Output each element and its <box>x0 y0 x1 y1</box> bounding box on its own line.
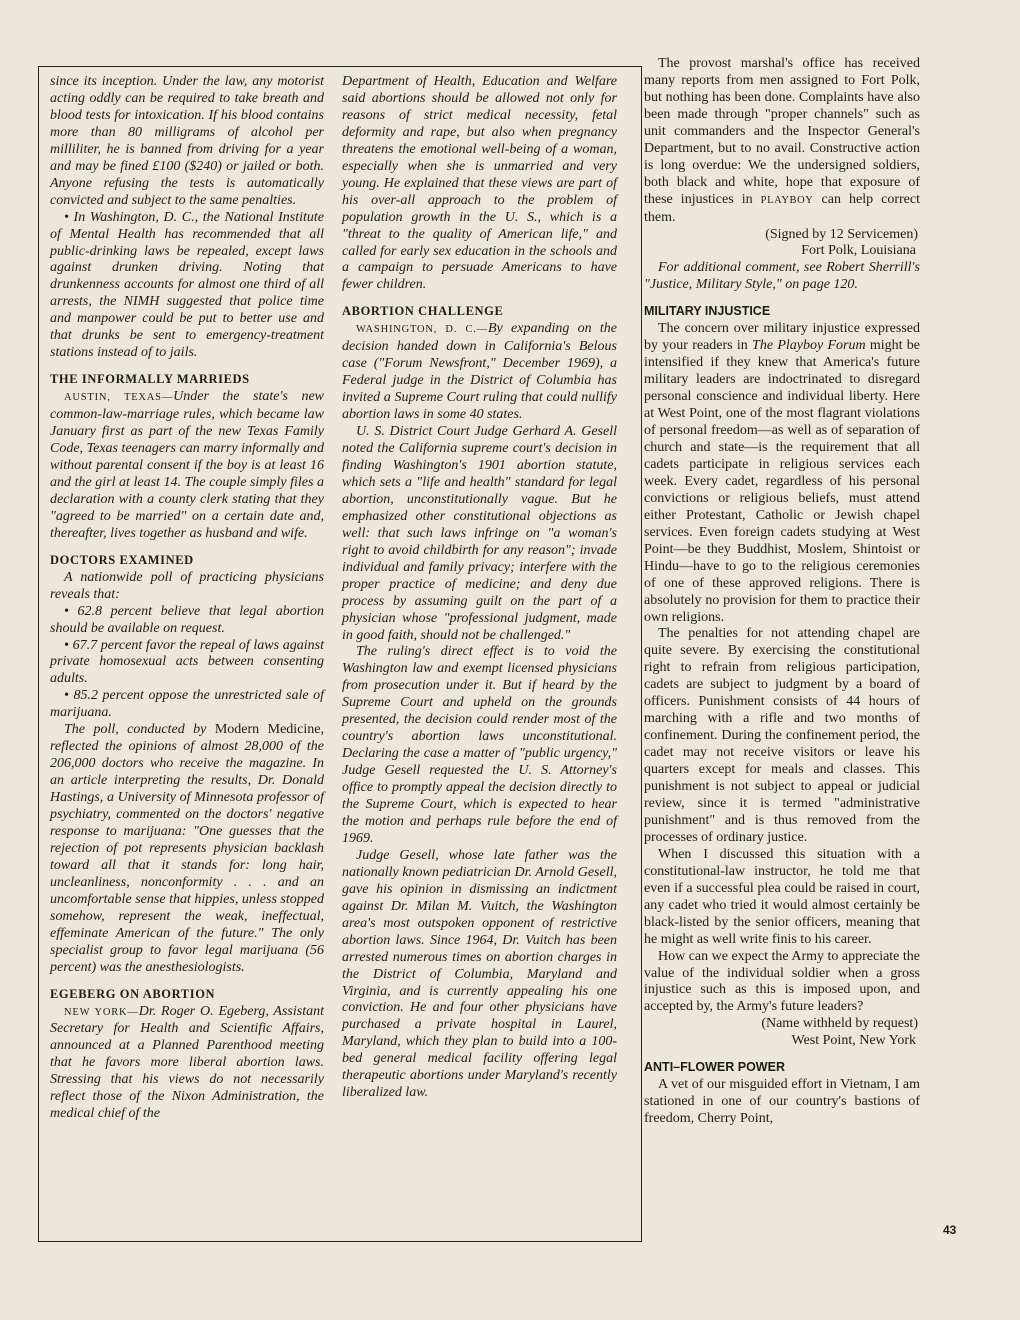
paragraph: A vet of our misguided effort in Vietnam, I am stationed in one of our country's bastions of freedom, Cherry Point, <box>644 1077 920 1127</box>
dateline: NEW YORK— <box>64 1006 139 1018</box>
signature-location: West Point, New York <box>791 1033 916 1049</box>
dateline: AUSTIN, TEXAS— <box>64 392 174 404</box>
paragraph: A nationwide poll of practicing physicians reveals that: <box>50 569 324 602</box>
paragraph: AUSTIN, TEXAS—Under the state's new common-law-marriage rules, which became law January first as part of the new Texas Family Code, Texas teenagers can marry informally and without parental consent if the boy is at least 16 and the girl at least 14. The couple simply files a declaration with a county clerk stating that they "agreed to be married" on a certain date and, thereafter, lives together as husband and wife. <box>50 389 325 541</box>
magazine-section-name: The Playboy Forum <box>752 338 866 354</box>
signature: (Signed by 12 Servicemen) <box>765 226 918 242</box>
paragraph: Department of Health, Education and Welfare said abortions should be allowed not only for reasons of strict medical necessity, fetal deformity and rape, but also when pregnancy threatens the emotional well-being of a woman, especially when she is unmarried and very young. He explained that these views are part of his over-all approach to the problem of population growth in the U. S., which is a "threat to the quality of American life," and called for early sex education in the schools and a campaign to persuade Americans to have fewer children. <box>342 74 617 293</box>
column-3 <box>644 56 920 1128</box>
paragraph: The ruling's direct effect is to void the Washington law and exempt licensed physicians from prosecution under it. But if heard by the Supreme Court and upheld on the grounds presented, the decision could render most of the country's abortion laws unconstitutional. Declaring the case a matter of "public urgency," Judge Gesell requested the U. S. Attorney's office to promptly appeal the decision directly to the Supreme Court, which is expected to hear the motion and perhaps rule before the end of 1969. <box>342 644 617 846</box>
column-1 <box>50 74 324 1123</box>
editor-note: For additional comment, see Robert Sherrill's "Justice, Military Style," on page 120. <box>644 260 920 293</box>
bullet-item: • 62.8 percent believe that legal abortion should be available on request. <box>50 603 324 636</box>
paragraph: When I discussed this situation with a constitutional-law instructor, he told me that even if a successful plea could be raised in court, any cadet who tried it would almost certainly be black-listed by the senior officers, meaning that he might as well write finis to his career. <box>644 846 920 947</box>
paragraph: since its inception. Under the law, any motorist acting oddly can be required to take breath and blood tests for intoxication. If his blood contains more than 80 milligrams of alcohol per milliliter, he is banned from driving for a year and may be fined £100 ($240) or jailed or both. Anyone refusing the tests is automatically convicted and subject to the same penalties. <box>50 74 324 208</box>
section-heading: DOCTORS EXAMINED <box>50 552 194 567</box>
section-heading: EGEBERG ON ABORTION <box>50 986 216 1001</box>
paragraph: The poll, conducted by Modern Medicine, reflected the opinions of almost 28,000 of the 206,000 doctors who receive the magazine. In an article interpreting the results, Dr. Donald Hastings, a University of Minnesota professor of psychiatry, commented on the doctors' negative response to marijuana: "One guesses that the rejection of pot represents physician backlash toward all that it stands for: long hair, uncleanliness, nonconformity . . . and an uncomfortable sense that hippies, unless stopped somehow, represent the weak, ineffectual, effeminate American of the future." The only specialist group to favor legal marijuana (56 percent) was the anesthesiologists. <box>50 722 324 975</box>
page-number: 43 <box>943 1223 957 1237</box>
section-heading: MILITARY INJUSTICE <box>644 304 771 319</box>
paragraph: The concern over military injustice expressed by your readers in The Playboy Forum might be intensified if they knew that America's future military leaders are indoctrinated to disregard personal conscience and individual liberty. Here at West Point, one of the most flagrant violations of personal freedom—as well as of separation of church and state—is the requirement that all cadets participate in religious services each week. Every cadet, regardless of his personal convictions or religious beliefs, must attend either Protestant, Catholic or Jewish chapel services. Even foreign cadets studying at West Point—be they Buddhist, Moslem, Shintoist or Hindu—have to go to the religious ceremonies of one of these approved religions. There is absolutely no provision for them to practice their own religions. <box>644 321 920 625</box>
paragraph: Judge Gesell, whose late father was the nationally known pediatrician Dr. Arnold Gesell, gave his opinion in dismissing an indictment against Dr. Milan M. Vuitch, the Washington area's most outspoken opponent of restrictive abortion laws. Since 1964, Dr. Vuitch has been arrested numerous times on abortion charges in the District of Columbia, Maryland and Virginia, and is currently appealing his one conviction. He and four other physicians have purchased a private hospital in Laurel, Maryland, which they plan to build into a 100-bed general medical facility offering legal therapeutic abortions under Maryland's recently liberalized law. <box>342 847 617 1101</box>
magazine-name: PLAYBOY <box>760 194 814 206</box>
bullet-item: • 85.2 percent oppose the unrestricted sale of marijuana. <box>50 688 324 721</box>
paragraph: WASHINGTON, D. C.—By expanding on the decision handed down in California's Belous case ("Forum Newsfront," December 1969), a Federal judge in the District of Columbia has invited a Supreme Court ruling that could nullify abortion laws in some 40 states. <box>342 321 618 423</box>
dateline: WASHINGTON, D. C.— <box>356 324 488 336</box>
magazine-name: Modern Medicine <box>214 722 321 738</box>
signature-location: Fort Polk, Louisiana <box>801 243 916 259</box>
paragraph: How can we expect the Army to appreciate the value of the individual soldier when a gross injustice such as this is imposed upon, and accepted by, the Army's future leaders? <box>644 948 921 1015</box>
section-heading: THE INFORMALLY MARRIEDS <box>50 372 250 387</box>
paragraph: U. S. District Court Judge Gerhard A. Gesell noted the California supreme court's decision in finding Washington's 1901 abortion statute, which sets a "life and health" standard for legal abortion, unconstitutionally vague. But he emphasized other constitutional objections as well: that such laws infringe on "a woman's right to avoid childbirth for any reason"; invade individual and family privacy; interfere with the proper practice of medicine; and deny due process by assuming guilt on the part of a physician whose "professional judgment, made in good faith, should not be challenged." <box>342 424 617 643</box>
bullet-item: • 67.7 percent favor the repeal of laws against private homosexual acts between consenting adults. <box>50 637 324 687</box>
column-2 <box>342 74 617 1102</box>
paragraph: • In Washington, D. C., the National Institute of Mental Health has recommended that all public-drinking laws be repealed, except laws against drunken driving. Noting that drunkenness accounts for almost one third of all arrests, the NIMH suggested that police time and manpower could be put to better use and that drunks be sent to emergency-treatment stations instead of to jails. <box>50 209 324 361</box>
paragraph: NEW YORK—Dr. Roger O. Egeberg, Assistant Secretary for Health and Scientific Affairs, announced at a Planned Parenthood meeting that he favors more liberal abortion laws. Stressing that his views do not necessarily reflect those of the Nixon Administration, the medical chief of the <box>50 1003 324 1122</box>
paragraph: The provost marshal's office has received many reports from men assigned to Fort Polk, but nothing has been done. Complaints have also been made through "proper channels" such as unit commanders and the Inspector General's Department, but to no avail. Constructive action is long overdue: We the undersigned soldiers, both black and white, hope that exposure of these injustices in PLAYBOY can help correct them. <box>644 56 920 225</box>
paragraph: The penalties for not attending chapel are quite severe. By exercising the constitutional right to refrain from religious participation, cadets are subject to judgment by a board of officers. Punishment consists of 44 hours of marching with a rifle and two months of confinement. During the confinement period, the cadet may not receive visitors or leave his quarters except for meals and classes. This punishment is not subject to appeal or judicial review, since it is termed "administrative punishment" and is thus removed from the processes of ordinary justice. <box>644 626 920 845</box>
section-heading: ANTI–FLOWER POWER <box>644 1060 785 1075</box>
signature: (Name withheld by request) <box>761 1016 918 1032</box>
section-heading: ABORTION CHALLENGE <box>342 304 504 319</box>
